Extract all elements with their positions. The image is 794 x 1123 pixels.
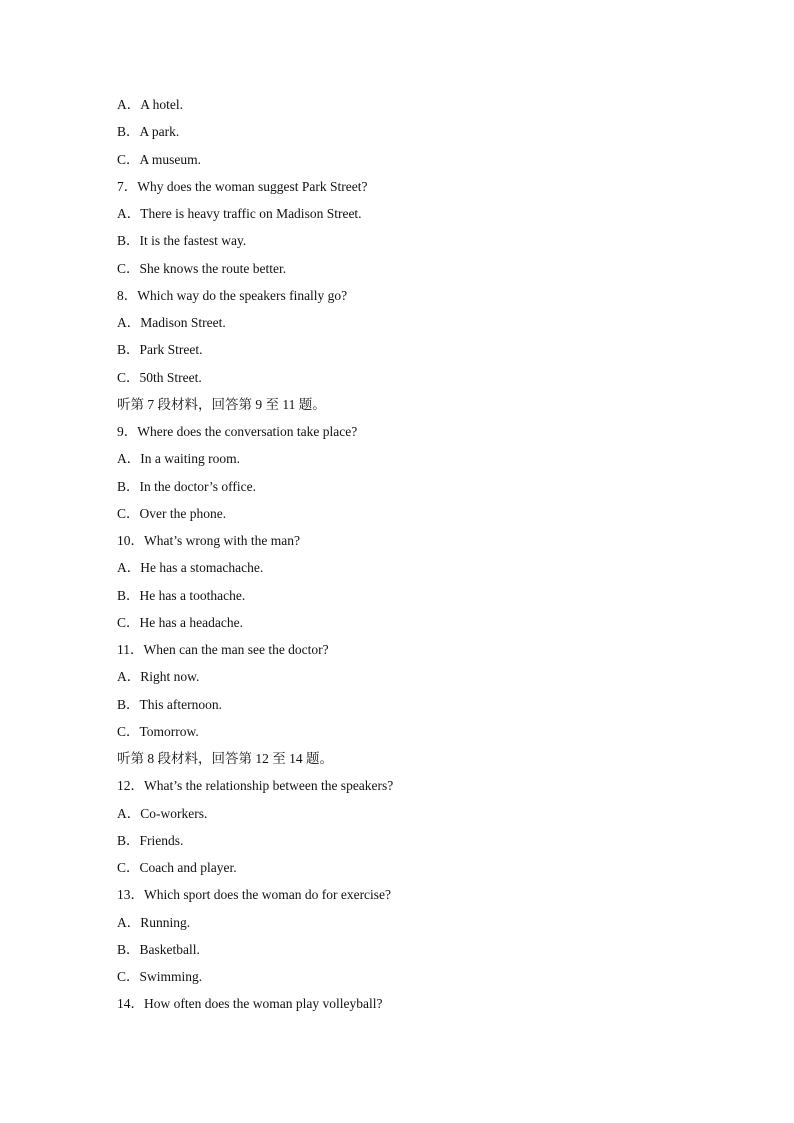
option-line: C．Coach and player. (117, 860, 237, 875)
option-line: A．He has a stomachache. (117, 560, 264, 576)
question-line: 9．Where does the conversation take place? (117, 424, 358, 439)
option-line: B．It is the fastest way. (117, 233, 247, 249)
option-line: A．There is heavy traffic on Madison Street. (117, 206, 362, 221)
option-line: C．Tomorrow. (117, 723, 199, 739)
question-line: 12．What’s the relationship between the speakers? (117, 778, 394, 794)
question-line: 8．Which way do the speakers finally go? (117, 287, 348, 303)
question-line: 10．What’s wrong with the man? (117, 533, 300, 548)
option-line: B．He has a toothache. (117, 587, 246, 603)
question-line: 13．Which sport does the woman do for exercise? (117, 887, 392, 903)
question-line: 7．Why does the woman suggest Park Street? (117, 178, 368, 194)
option-line: B．This afternoon. (117, 696, 222, 712)
option-line: A．Running. (117, 914, 191, 930)
option-line: A．Right now. (117, 669, 200, 685)
option-line: B．A park. (117, 124, 180, 140)
option-line: C．Over the phone. (117, 505, 227, 521)
option-line: A．A hotel. (117, 97, 183, 112)
option-line: A．In a waiting room. (117, 451, 240, 467)
option-line: C．Swimming. (117, 969, 203, 984)
option-line: A．Co-workers. (117, 805, 208, 821)
option-line: C．A museum. (117, 151, 202, 167)
option-line: B．Basketball. (117, 941, 200, 957)
option-line: B．Park Street. (117, 342, 203, 358)
question-line: 11．When can the man see the doctor? (117, 642, 329, 657)
option-line: B．Friends. (117, 832, 184, 848)
option-line: C．50th Street. (117, 369, 202, 385)
section-instruction: 听第 8 段材料，回答第 12 至 14 题。 (117, 751, 333, 766)
section-instruction: 听第 7 段材料，回答第 9 至 11 题。 (117, 396, 326, 412)
option-line: C．He has a headache. (117, 614, 243, 630)
option-line: C．She knows the route better. (117, 260, 287, 276)
option-line: A．Madison Street. (117, 315, 226, 330)
question-line: 14．How often does the woman play volleyball? (117, 996, 383, 1012)
question-list (117, 96, 737, 1023)
option-line: B．In the doctor’s office. (117, 478, 256, 494)
